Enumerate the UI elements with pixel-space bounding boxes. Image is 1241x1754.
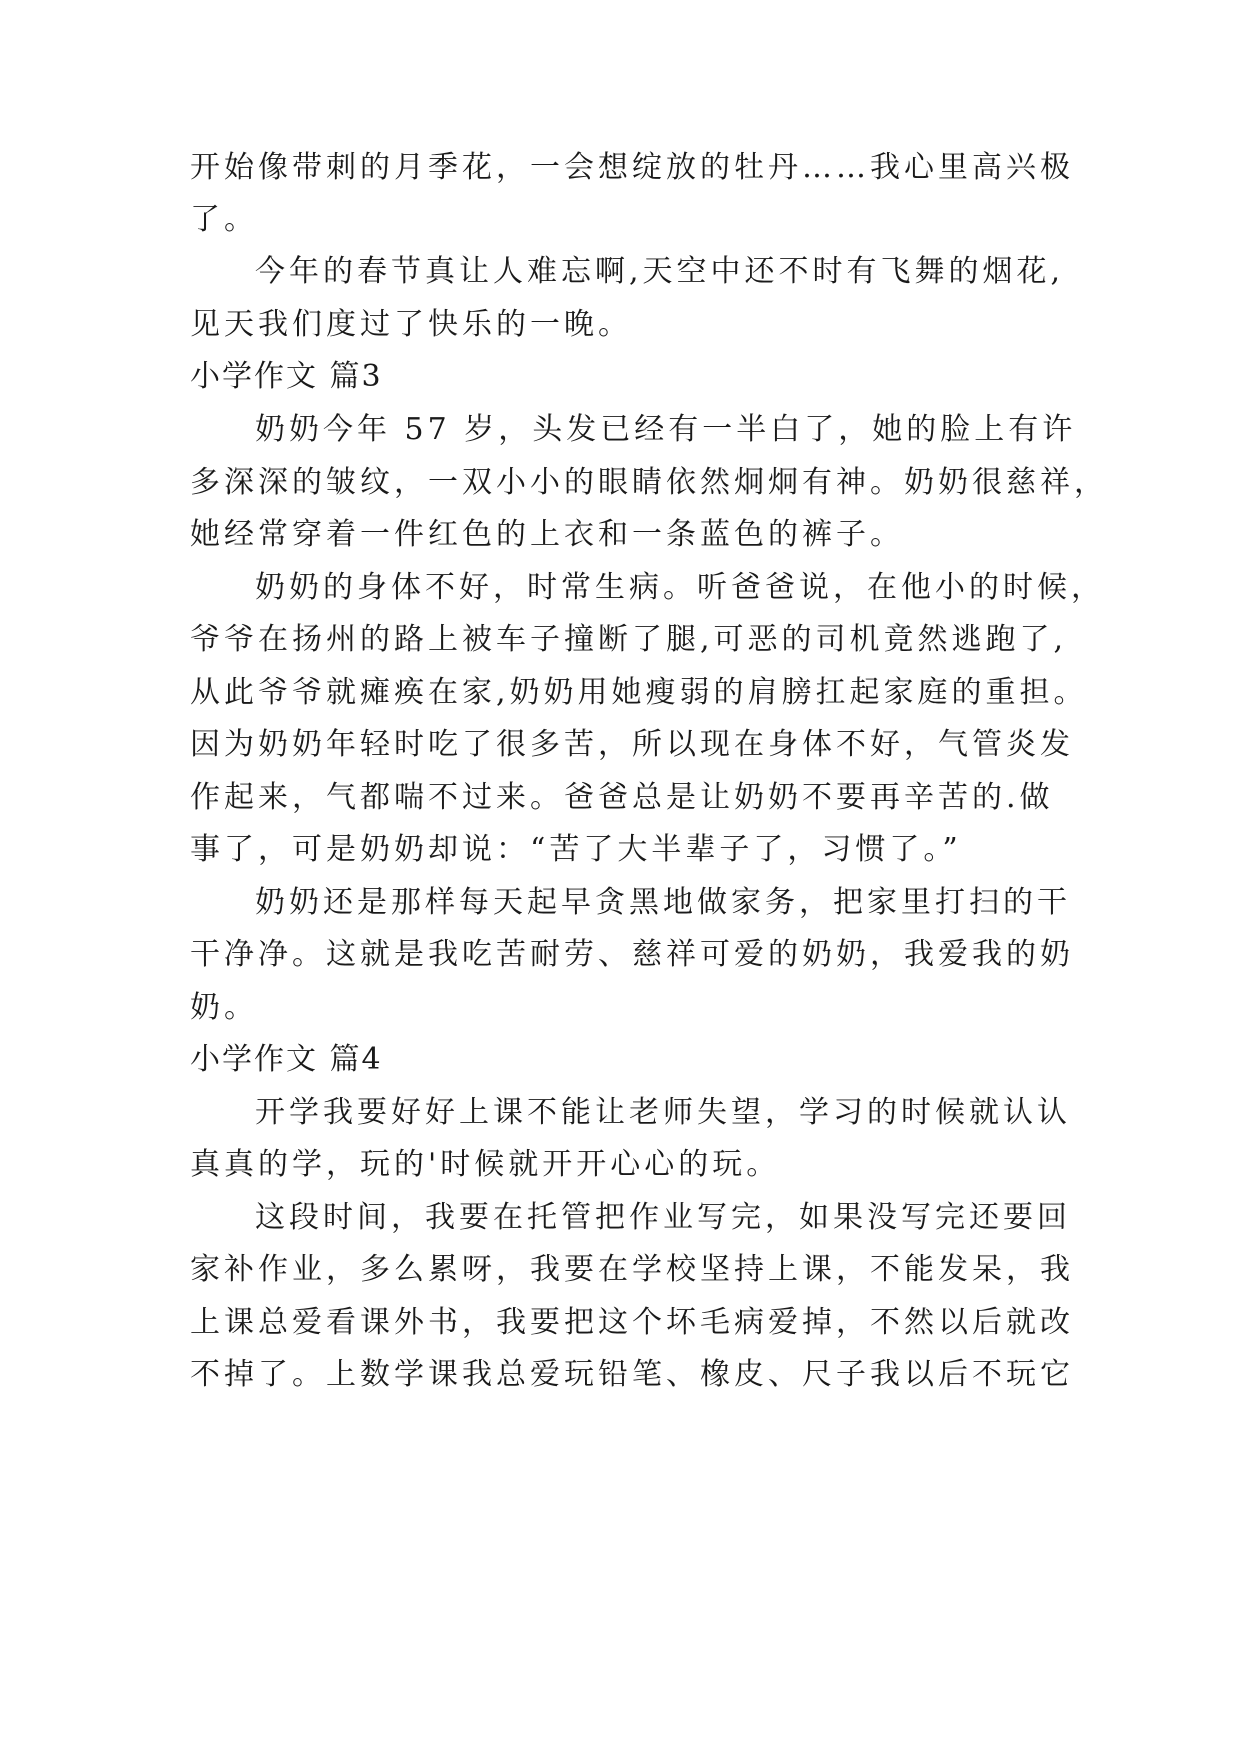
text-line: 从此爷爷就瘫痪在家,奶奶用她瘦弱的肩膀扛起家庭的重担。 bbox=[190, 675, 1088, 710]
text-line: 见天我们度过了快乐的一晚。 bbox=[190, 307, 632, 342]
text-line: 了。 bbox=[190, 202, 258, 237]
section-heading: 小学作文 篇3 bbox=[190, 359, 383, 394]
text-line: 上课总爱看课外书，我要把这个坏毛病爱掉，不然以后就改 bbox=[190, 1305, 1074, 1340]
text-line: 不掉了。上数学课我总爱玩铅笔、橡皮、尺子我以后不玩它 bbox=[190, 1357, 1074, 1392]
text-line: 开始像带刺的月季花，一会想绽放的牡丹……我心里高兴极 bbox=[190, 150, 1074, 185]
text-line: 奶奶今年 57 岁，头发已经有一半白了，她的脸上有许 bbox=[255, 412, 1077, 447]
text-line: 奶。 bbox=[190, 990, 258, 1025]
text-line: 开学我要好好上课不能让老师失望，学习的时候就认认 bbox=[255, 1095, 1071, 1130]
text-line: 因为奶奶年轻时吃了很多苦，所以现在身体不好，气管炎发 bbox=[190, 727, 1074, 762]
text-line: 事了，可是奶奶却说：“苦了大半辈子了，习惯了。” bbox=[190, 832, 962, 867]
text-line: 干净净。这就是我吃苦耐劳、慈祥可爱的奶奶，我爱我的奶 bbox=[190, 937, 1074, 972]
text-line: 这段时间，我要在托管把作业写完，如果没写完还要回 bbox=[255, 1200, 1071, 1235]
text-line: 真真的学，玩的'时候就开开心心的玩。 bbox=[190, 1147, 781, 1182]
text-line: 家补作业，多么累呀，我要在学校坚持上课，不能发呆，我 bbox=[190, 1252, 1074, 1287]
text-line: 爷爷在扬州的路上被车子撞断了腿,可恶的司机竟然逃跑了, bbox=[190, 622, 1068, 657]
text-line: 作起来，气都喘不过来。爸爸总是让奶奶不要再辛苦的.做 bbox=[190, 780, 1054, 815]
text-line: 她经常穿着一件红色的上衣和一条蓝色的裤子。 bbox=[190, 517, 904, 552]
text-line: 奶奶的身体不好，时常生病。听爸爸说，在他小的时候， bbox=[255, 570, 1105, 605]
text-line: 奶奶还是那样每天起早贪黑地做家务，把家里打扫的干 bbox=[255, 885, 1071, 920]
text-line: 今年的春节真让人难忘啊,天空中还不时有飞舞的烟花, bbox=[255, 254, 1065, 289]
text-line: 多深深的皱纹，一双小小的眼睛依然炯炯有神。奶奶很慈祥， bbox=[190, 465, 1108, 500]
section-heading: 小学作文 篇4 bbox=[190, 1042, 383, 1077]
